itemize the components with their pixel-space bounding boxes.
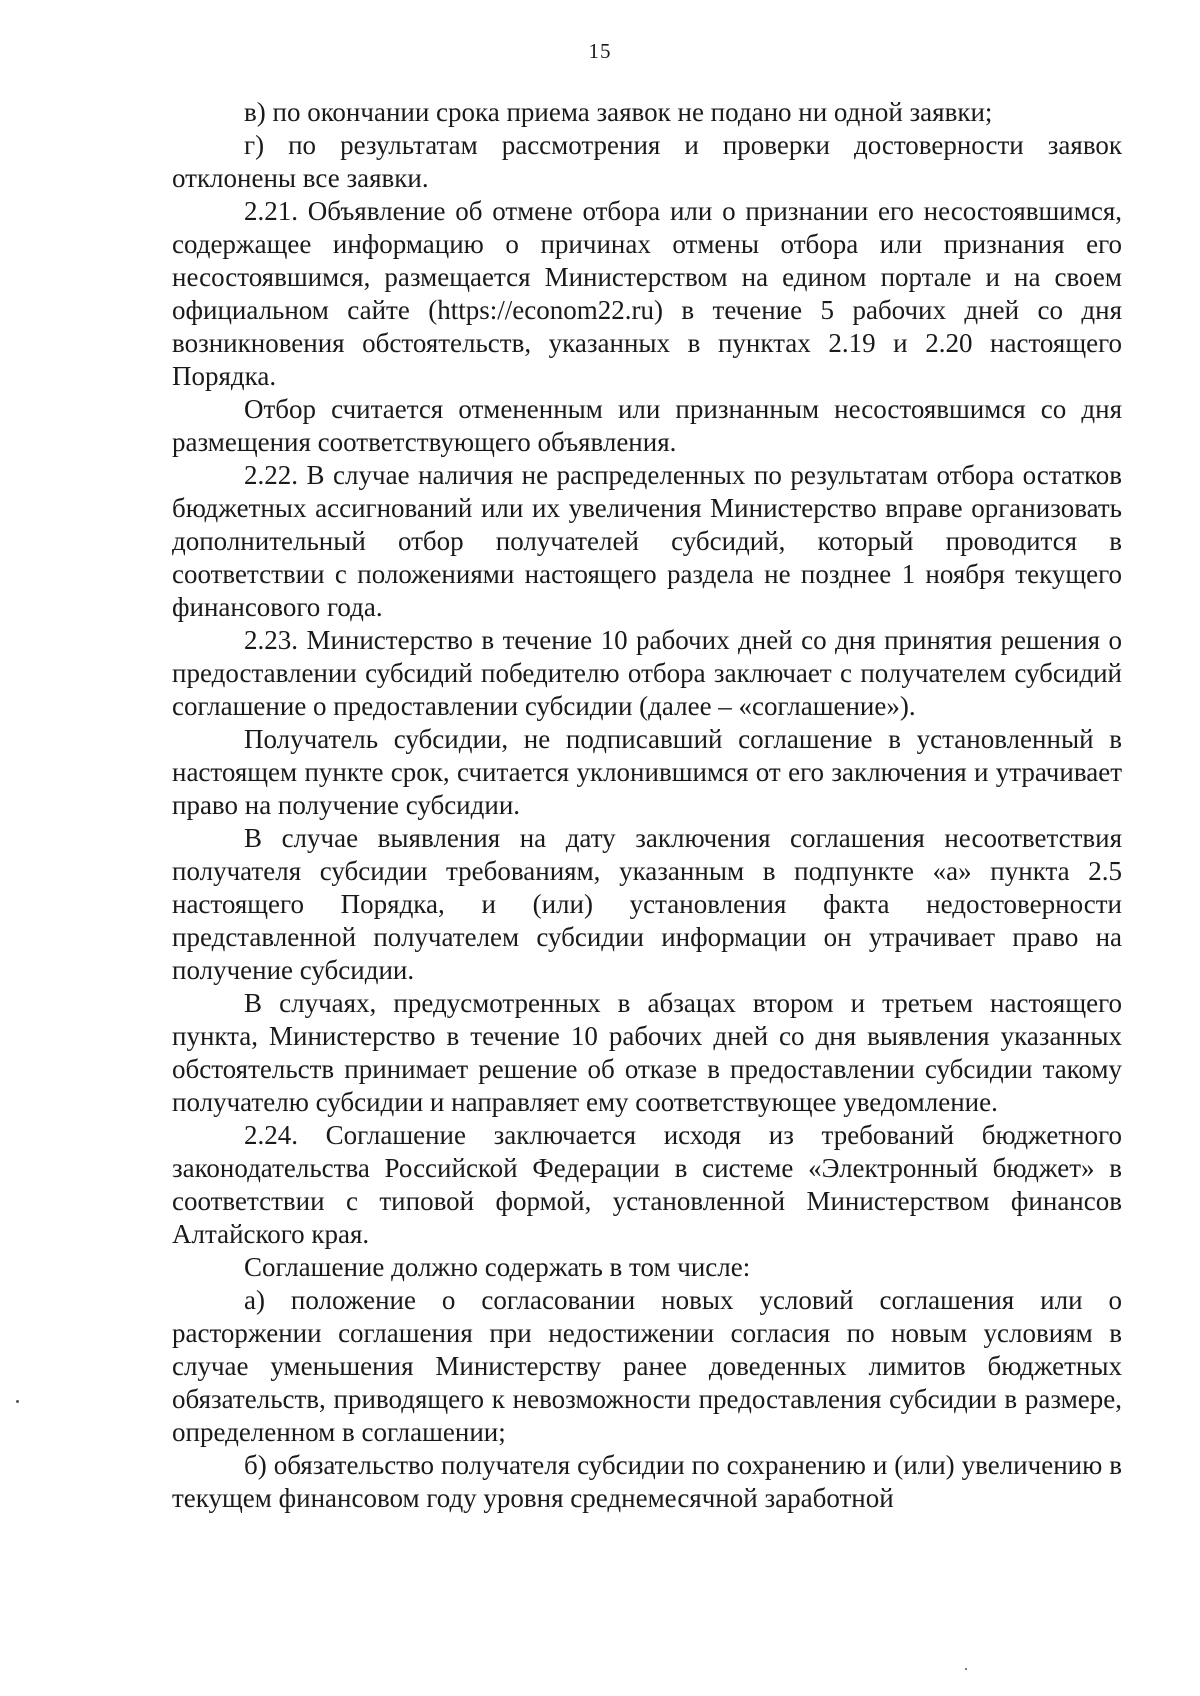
scan-speck xyxy=(16,1400,19,1403)
paragraph-2-23: 2.23. Министерство в течение 10 рабочих дней со дня принятия решения о предоставлении субсидий победителю отбора заключает с получателем субсидий соглашение о предоставлении субсидии (далее – «соглашение»). xyxy=(172,625,1122,721)
paragraph-item-a: а) положение о согласовании новых условий соглашения или о расторжении соглашения при недостижении согласия по новым условиям в случае уменьшения Министерству ранее доведенных лимитов бюджетных обязательств, приводящего к невозможности предоставления субсидии в размере, определенном в соглашении; xyxy=(172,1285,1122,1447)
paragraph-item-b: б) обязательство получателя субсидии по сохранению и (или) увеличению в текущем финансовом году уровня среднемесячной заработной xyxy=(172,1450,1122,1513)
paragraph-2-21: 2.21. Объявление об отмене отбора или о признании его несостоявшимся, содержащее информацию о причинах отмены отбора или признания его несостоявшимся, размещается Министерством на едином портале и на своем официальном сайте (https://econom22.ru) в течение 5 рабочих дней со дня возникновения обстоятельств, указанных в пунктах 2.19 и 2.20 настоящего Порядка. xyxy=(172,196,1122,391)
scan-speck xyxy=(965,1668,967,1670)
paragraph-2-23-noncompliance: В случае выявления на дату заключения соглашения несоответствия получателя субсидии требованиям, указанным в подпункте «а» пункта 2.5 настоящего Порядка, и (или) установления факта недостоверности представленной получателем субсидии информации он утрачивает право на получение субсидии. xyxy=(172,823,1122,985)
paragraph-item-g: г) по результатам рассмотрения и проверки достоверности заявок отклонены все заявки. xyxy=(172,130,1122,193)
paragraph-2-21-note: Отбор считается отмененным или признанным несостоявшимся со дня размещения соответствующего объявления. xyxy=(172,394,1122,457)
paragraph-2-24-contents: Соглашение должно содержать в том числе: xyxy=(244,1252,751,1282)
page-number: 15 xyxy=(588,39,612,63)
paragraph-item-v: в) по окончании срока приема заявок не подано ни одной заявки; xyxy=(244,97,993,127)
paragraph-2-23-refusal: В случаях, предусмотренных в абзацах втором и третьем настоящего пункта, Министерство в течение 10 рабочих дней со дня выявления указанных обстоятельств принимает решение об отказе в предоставлении субсидии такому получателю субсидии и направляет ему соответствующее уведомление. xyxy=(172,988,1122,1117)
paragraph-2-24: 2.24. Соглашение заключается исходя из требований бюджетного законодательства Российской Федерации в системе «Электронный бюджет» в соответствии с типовой формой, установленной Министерством финансов Алтайского края. xyxy=(172,1120,1122,1249)
document-body xyxy=(172,96,1122,1515)
paragraph-2-23-recipient: Получатель субсидии, не подписавший соглашение в установленный в настоящем пункте срок, считается уклонившимся от его заключения и утрачивает право на получение субсидии. xyxy=(172,724,1122,820)
paragraph-2-22: 2.22. В случае наличия не распределенных по результатам отбора остатков бюджетных ассигнований или их увеличения Министерство вправе организовать дополнительный отбор получателей субсидий, который проводится в соответствии с положениями настоящего раздела не позднее 1 ноября текущего финансового года. xyxy=(172,460,1122,622)
